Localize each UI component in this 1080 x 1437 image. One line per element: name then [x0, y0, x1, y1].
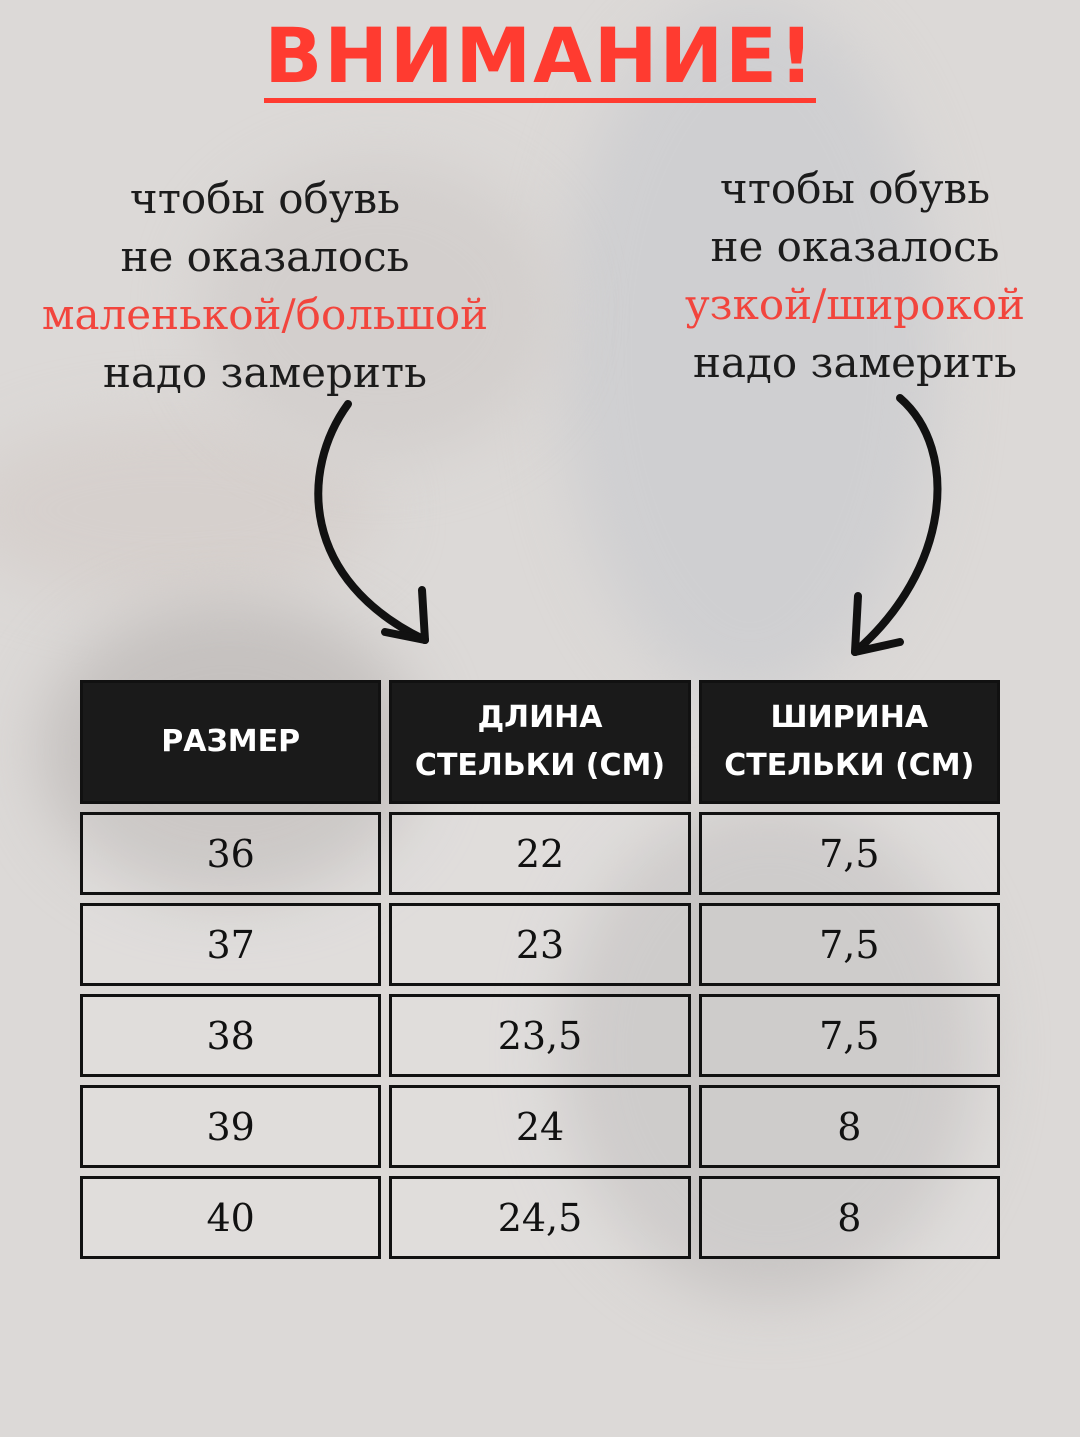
- left-note-accent: маленькой/большой: [41, 290, 489, 339]
- table-row: [80, 1176, 1000, 1259]
- width-cell: 7,5: [699, 994, 1000, 1077]
- table-row: [80, 812, 1000, 895]
- table-row: [80, 994, 1000, 1077]
- length-cell: 24,5: [389, 1176, 690, 1259]
- size-cell: 38: [80, 994, 381, 1077]
- table-row: [80, 903, 1000, 986]
- header-width: ШИРИНА СТЕЛЬКИ (СМ): [699, 680, 1000, 804]
- right-note-accent: узкой/широкой: [684, 280, 1026, 329]
- width-cell: 7,5: [699, 903, 1000, 986]
- size-cell: 36: [80, 812, 381, 895]
- table-row: [80, 1085, 1000, 1168]
- width-cell: 8: [699, 1176, 1000, 1259]
- left-note-line4: надо замерить: [103, 348, 427, 397]
- left-note-line2: не оказалось: [120, 232, 410, 281]
- length-cell: 23: [389, 903, 690, 986]
- curved-arrow-left-icon: [318, 404, 425, 640]
- length-cell: 22: [389, 812, 690, 895]
- right-note-line2: не оказалось: [710, 222, 1000, 271]
- size-cell: 39: [80, 1085, 381, 1168]
- header-length: ДЛИНА СТЕЛЬКИ (СМ): [389, 680, 690, 804]
- warning-title: ВНИМАНИЕ!: [0, 18, 1080, 103]
- size-cell: 40: [80, 1176, 381, 1259]
- right-note-line1: чтобы обувь: [719, 164, 991, 213]
- curved-arrow-right-icon: [855, 398, 937, 652]
- length-cell: 24: [389, 1085, 690, 1168]
- table-header-row: [80, 680, 1000, 804]
- width-cell: 7,5: [699, 812, 1000, 895]
- right-note-line4: надо замерить: [693, 338, 1017, 387]
- size-table: [80, 680, 1000, 1267]
- left-note-line1: чтобы обувь: [129, 174, 401, 223]
- width-cell: 8: [699, 1085, 1000, 1168]
- length-cell: 23,5: [389, 994, 690, 1077]
- header-size: РАЗМЕР: [80, 680, 381, 804]
- size-cell: 37: [80, 903, 381, 986]
